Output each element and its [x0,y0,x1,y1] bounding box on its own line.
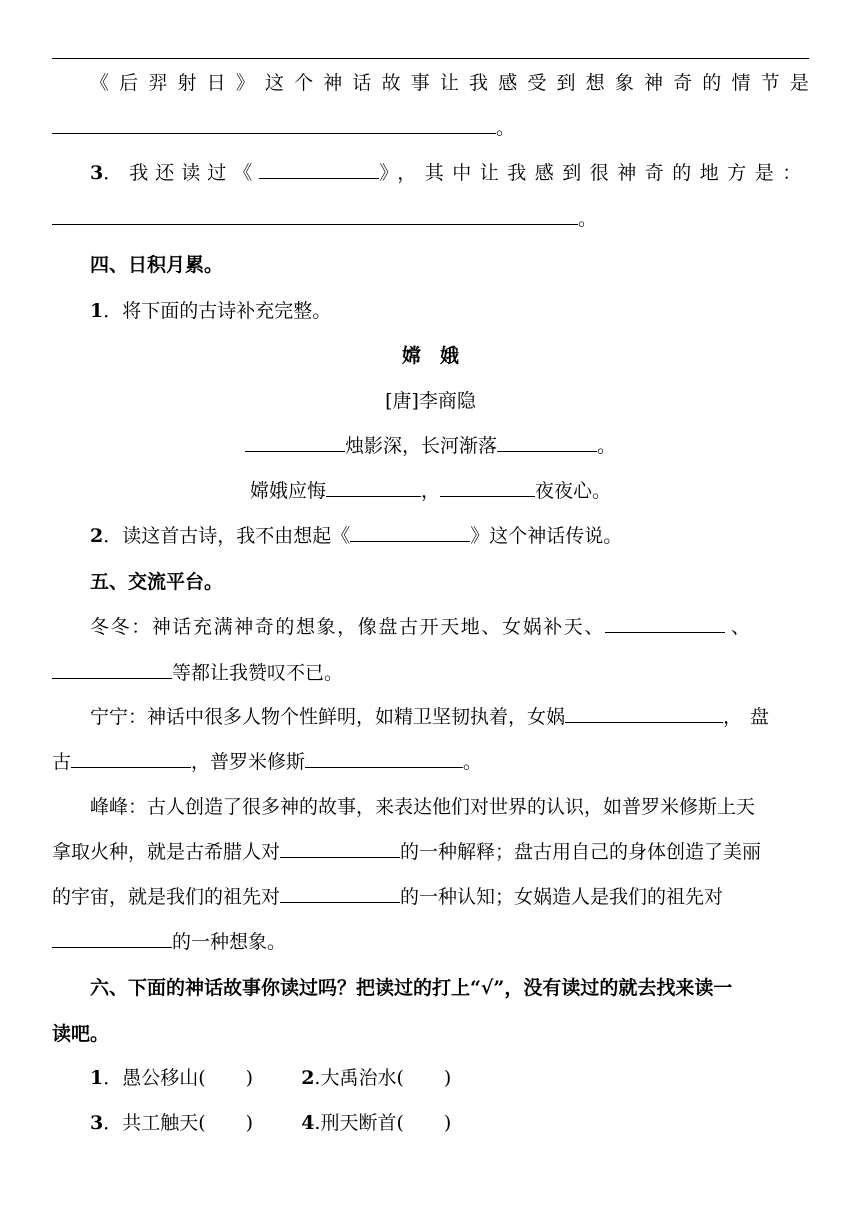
myth-list-row-1 [52,1065,847,1091]
poem-blank-2[interactable] [497,433,597,452]
s4-q1: 1．将下面的古诗补充完整。 [90,300,332,322]
section6-heading: 六、下面的神话故事你读过吗？把读过的打上“√”，没有读过的就去找来读一 [90,977,733,999]
pangu-blank[interactable] [71,749,191,768]
worksheet-page [52,0,809,1216]
section4-heading: 四、日积月累。 [90,254,224,276]
list-item: 4.刑天断首( ) [301,1112,452,1134]
list-item: 1．愚公移山( ) [90,1067,254,1089]
myth-list-row-2 [52,1110,847,1136]
poem-title: 嫦 娥 [401,345,459,367]
dongdong-blank-2[interactable] [52,660,172,679]
s4-q2: 2．读这首古诗，我不由想起《 》这个神话传说。 [90,525,623,547]
poem-blank-3[interactable] [326,478,421,497]
fengfeng-line-4: 的一种想象。 [52,929,809,955]
q3-answer-line: 。 [52,206,809,232]
list-item: 2.大禹治水( ) [301,1067,452,1089]
nvwa-blank[interactable] [565,704,723,723]
header-rule [52,58,809,59]
poem-line-2: 嫦娥应悔 ， 夜夜心。 [249,480,612,502]
q3-line: 3．我还读过《 》，其中让我感到很神奇的地方是： [90,162,810,184]
ningning-line-2: 古 ，普罗米修斯 。 [52,751,483,773]
myth-name-blank[interactable] [350,523,470,542]
section6-heading-cont: 读吧。 [52,1023,110,1045]
fengfeng-line-3: 的宇宙，就是我们的祖先对 的一种认知；女娲造人是我们的祖先对 [52,886,724,908]
q3-answer-blank[interactable] [52,206,578,225]
houyi-answer-line: 。 [52,115,809,141]
poem-blank-1[interactable] [245,433,345,452]
dongdong-line-2: 等都让我赞叹不已。 [52,660,809,686]
fengfeng-line-2: 拿取火种，就是古希腊人对 的一种解释；盘古用自己的身体创造了美丽 [52,841,762,863]
fire-blank[interactable] [280,839,400,858]
list-item: 3．共工触天( ) [90,1112,254,1134]
human-origin-blank[interactable] [52,929,172,948]
poem-author: [唐]李商隐 [385,390,476,412]
fengfeng-line-1: 峰峰：古人创造了很多神的故事，来表达他们对世界的认识，如普罗米修斯上天 [90,796,756,818]
poem-blank-4[interactable] [440,478,535,497]
universe-blank[interactable] [280,884,400,903]
q3-book-blank[interactable] [259,160,379,179]
dongdong-line: 冬冬：神话充满神奇的想象，像盘古开天地、女娲补天、 、 [90,616,751,638]
houyi-question-text: 《 后 羿 射 日 》 这 个 神 话 故 事 让 我 感 受 到 想 象 神 奇 的 情 节 是 [90,72,809,94]
prometheus-blank[interactable] [305,749,463,768]
ningning-line: 宁宁：神话中很多人物个性鲜明，如精卫坚韧执着，女娲 ，盘 [90,706,778,728]
houyi-question-line [52,70,847,96]
poem-line-1: 烛影深，长河渐落 。 [52,433,809,459]
dongdong-blank-1[interactable] [605,614,725,633]
houyi-answer-blank[interactable] [52,115,496,134]
section5-heading: 五、交流平台。 [90,571,224,593]
